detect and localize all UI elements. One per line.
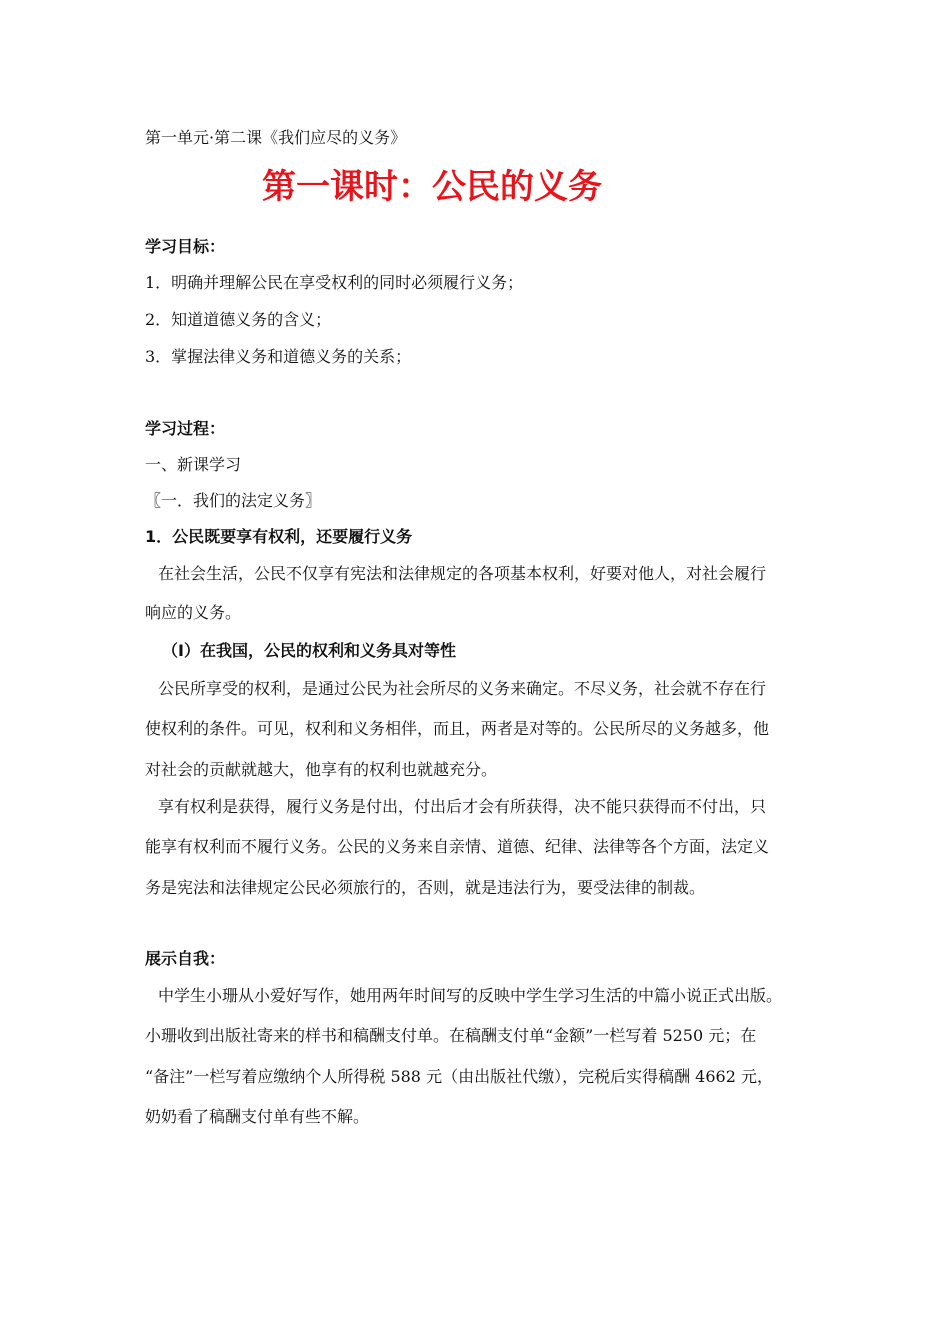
paragraph-line: 能享有权利而不履行义务。公民的义务来自亲情、道德、纪律、法律等各个方面，法定义 (145, 837, 770, 856)
unit-lesson-line: 第一单元·第二课《我们应尽的义务》 (145, 128, 407, 147)
goal-item: 1．明确并理解公民在享受权利的同时必须履行义务； (145, 273, 524, 292)
point-heading: 1．公民既要享有权利，还要履行义务 (145, 527, 413, 546)
paragraph-line: 务是宪法和法律规定公民必须旅行的，否则，就是违法行为，要受法律的制裁。 (145, 878, 706, 897)
subpoint-heading: （I）在我国，公民的权利和义务具对等性 (162, 641, 456, 660)
paragraph-line: 小珊收到出版社寄来的样书和稿酬支付单。在稿酬支付单“金额”一栏写着 5250 元；在 (145, 1026, 757, 1045)
showcase-heading: 展示自我： (145, 949, 226, 968)
paragraph-line: 奶奶看了稿酬支付单有些不解。 (145, 1107, 370, 1126)
paragraph-line: 在社会生活，公民不仅享有宪法和法律规定的各项基本权利，好要对他人，对社会履行 (158, 564, 767, 583)
process-heading: 学习过程： (145, 419, 226, 438)
paragraph-line: 响应的义务。 (145, 603, 242, 622)
paragraph-line: 享有权利是获得，履行义务是付出，付出后才会有所获得，决不能只获得而不付出，只 (158, 797, 767, 816)
paragraph-line: “备注”一栏写着应缴纳个人所得税 588 元（由出版社代缴），完税后实得稿酬 4662 元， (145, 1067, 773, 1086)
goal-item: 2．知道道德义务的含义； (145, 310, 332, 329)
goal-item: 3．掌握法律义务和道德义务的关系； (145, 347, 412, 366)
paragraph-line: 中学生小珊从小爱好写作，她用两年时间写的反映中学生学习生活的中篇小说正式出版。 (158, 986, 783, 1005)
paragraph-line: 对社会的贡献就越大，他享有的权利也就越充分。 (145, 760, 498, 779)
subsection-heading: 〖一．我们的法定义务〗 (145, 491, 322, 510)
page-title: 第一课时：公民的义务 (262, 167, 602, 207)
paragraph-line: 公民所享受的权利，是通过公民为社会所尽的义务来确定。不尽义务，社会就不存在行 (158, 679, 767, 698)
section-heading: 一、新课学习 (145, 455, 242, 474)
goals-heading: 学习目标： (145, 237, 226, 256)
paragraph-line: 使权利的条件。可见，权利和义务相伴，而且，两者是对等的。公民所尽的义务越多，他 (145, 719, 770, 738)
